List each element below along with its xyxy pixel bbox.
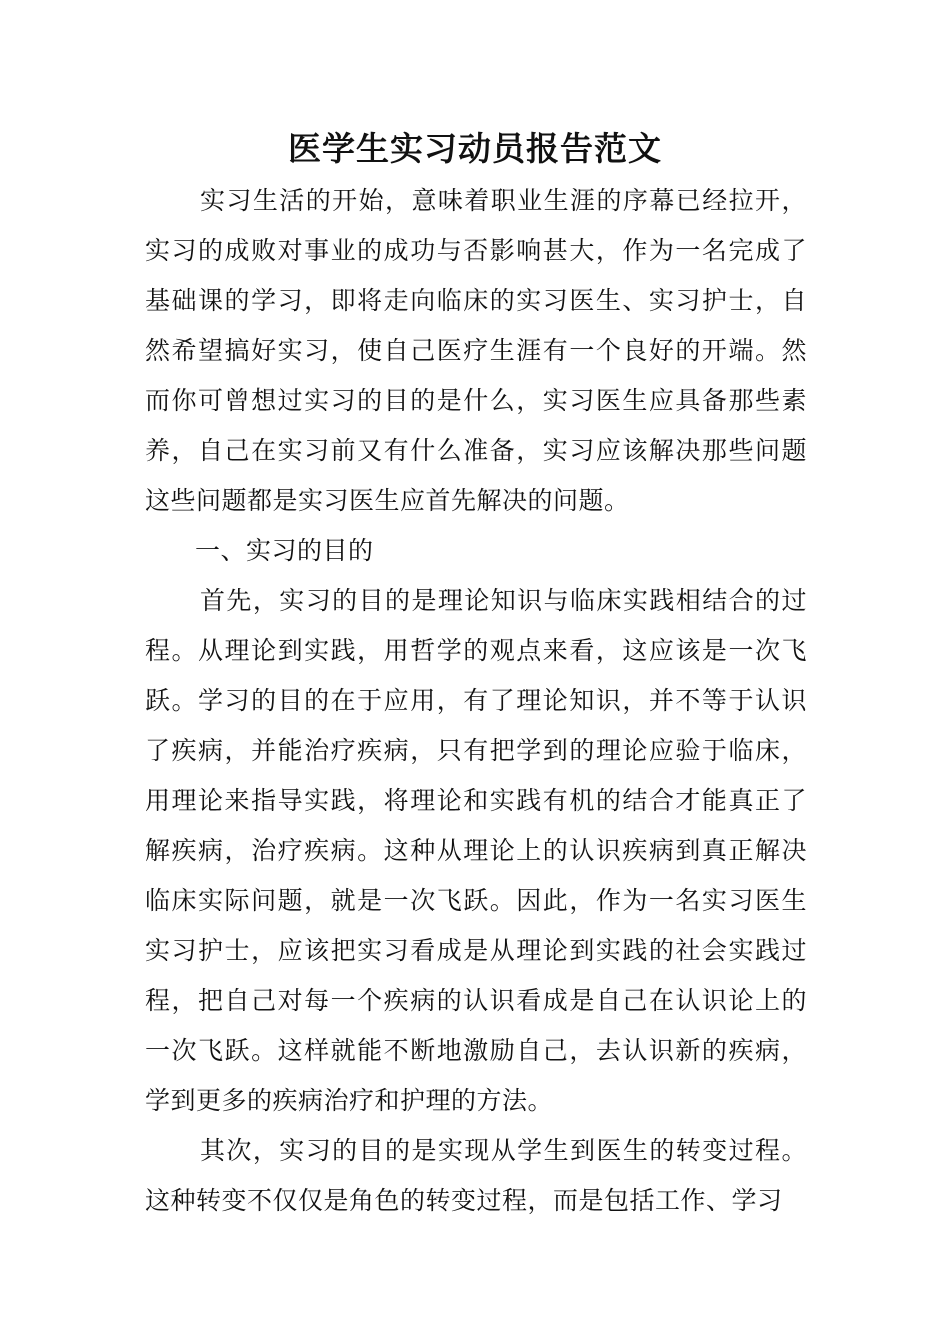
body-paragraph: 首先，实习的目的是理论知识与临床实践相结合的过程。从理论到实践，用哲学的观点来看，这应该是一次飞跃。学习的目的在于应用，有了理论知识，并不等于认识了疾病，并能治疗疾病，只有把学到的理论应验于临床，用理论来指导实践，将理论和实践有机的结合才能真正了解疾病，治疗疾病。这种从理论上的认识疾病到真正解决临床实际问题，就是一次飞跃。因此，作为一名实习医生实习护士，应该把实习看成是从理论到实践的社会实践过程，把自己对每一个疾病的认识看成是自己在认识论上的一次飞跃。这样就能不断地激励自己，去认识新的疾病，学到更多的疾病治疗和护理的方法。 [145, 586, 807, 1115]
document-body [145, 176, 807, 1226]
document-title: 医学生实习动员报告范文 [288, 129, 662, 168]
intro-paragraph: 实习生活的开始，意味着职业生涯的序幕已经拉开，实习的成败对事业的成功与否影响甚大，作为一名完成了基础课的学习，即将走向临床的实习医生、实习护士，自然希望搞好实习，使自己医疗生涯有一个良好的开端。然而你可曾想过实习的目的是什么，实习医生应具备那些素养，自己在实习前又有什么准备，实习应该解决那些问题这些问题都是实习医生应首先解决的问题。 [145, 186, 807, 515]
body-paragraph: 其次，实习的目的是实现从学生到医生的转变过程。这种转变不仅仅是角色的转变过程，而是包括工作、学习 [145, 1136, 807, 1215]
section-heading: 一、实习的目的 [195, 536, 374, 565]
